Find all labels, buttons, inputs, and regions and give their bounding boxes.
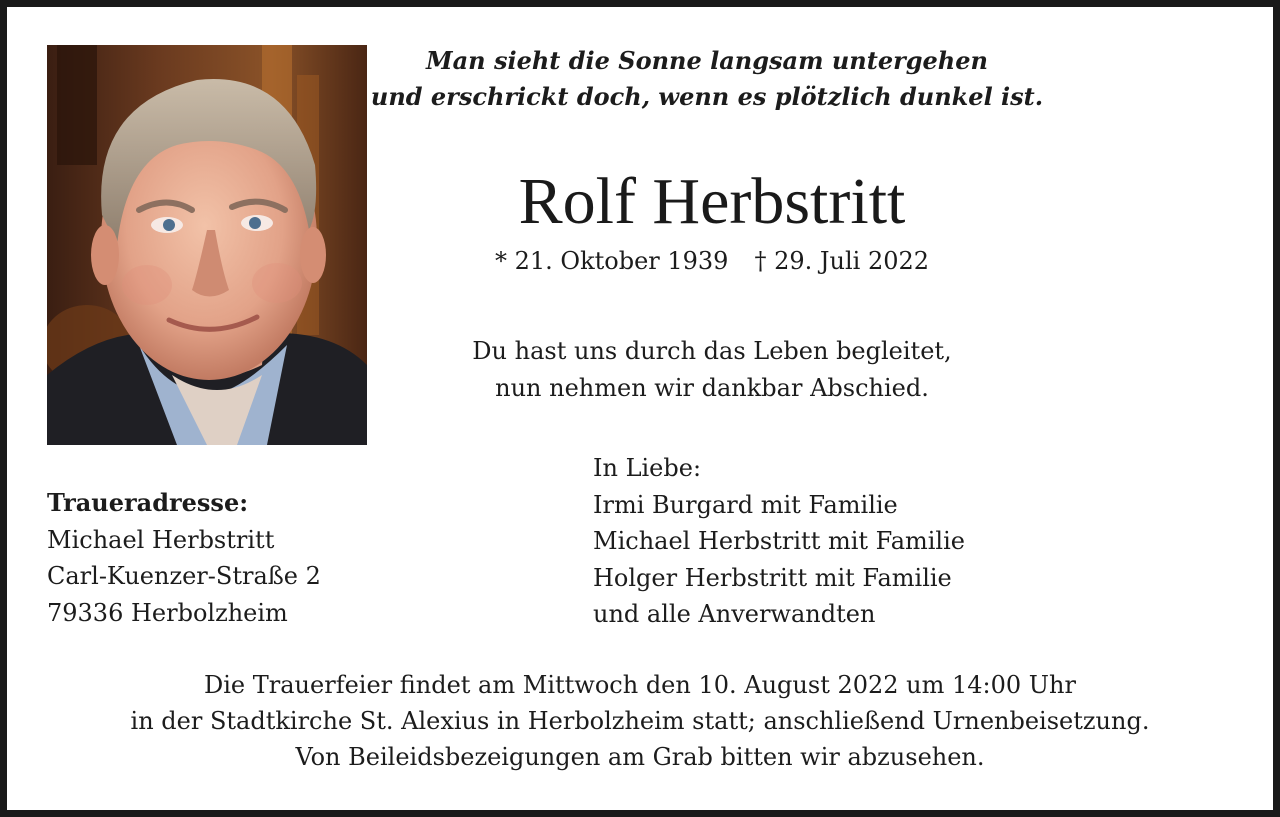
birth-date: * 21. Oktober 1939 [494, 247, 729, 275]
service-line-3: Von Beileidsbezeigungen am Grab bitten wir abzusehen. [295, 743, 985, 771]
address-line: Carl-Kuenzer-Straße 2 [47, 562, 321, 590]
mourner-line: Irmi Burgard mit Familie [593, 490, 898, 519]
verse-line-1: Du hast uns durch das Leben begleitet, [472, 337, 952, 365]
obituary-card [7, 7, 1273, 810]
death-date: † 29. Juli 2022 [754, 247, 930, 275]
service-line-1: Die Trauerfeier findet am Mittwoch den 10. August 2022 um 14:00 Uhr [204, 671, 1076, 699]
deceased-name: Rolf Herbstritt [518, 165, 906, 238]
mourner-line: und alle Anverwandten [593, 600, 876, 628]
life-dates [407, 244, 1017, 278]
mourning-address [47, 485, 321, 631]
address-heading: Traueradresse: [47, 488, 249, 517]
verse-line-2: nun nehmen wir dankbar Abschied. [495, 374, 929, 402]
mourners-heading: In Liebe: [593, 454, 702, 482]
address-line: 79336 Herbolzheim [47, 598, 288, 627]
quote [357, 43, 1057, 115]
mourners-list [593, 450, 965, 633]
address-line: Michael Herbstritt [47, 525, 275, 554]
farewell-verse [457, 333, 967, 407]
service-line-2: in der Stadtkirche St. Alexius in Herbolzheim statt; anschließend Urnenbeisetzung. [130, 707, 1150, 735]
quote-line-1: Man sieht die Sonne langsam untergehen [426, 46, 988, 75]
mourner-line: Holger Herbstritt mit Familie [593, 563, 952, 592]
portrait-photo [47, 45, 367, 445]
mourner-line: Michael Herbstritt mit Familie [593, 527, 965, 555]
funeral-service-info [37, 667, 1243, 775]
quote-line-2: und erschrickt doch, wenn es plötzlich dunkel ist. [370, 82, 1044, 111]
